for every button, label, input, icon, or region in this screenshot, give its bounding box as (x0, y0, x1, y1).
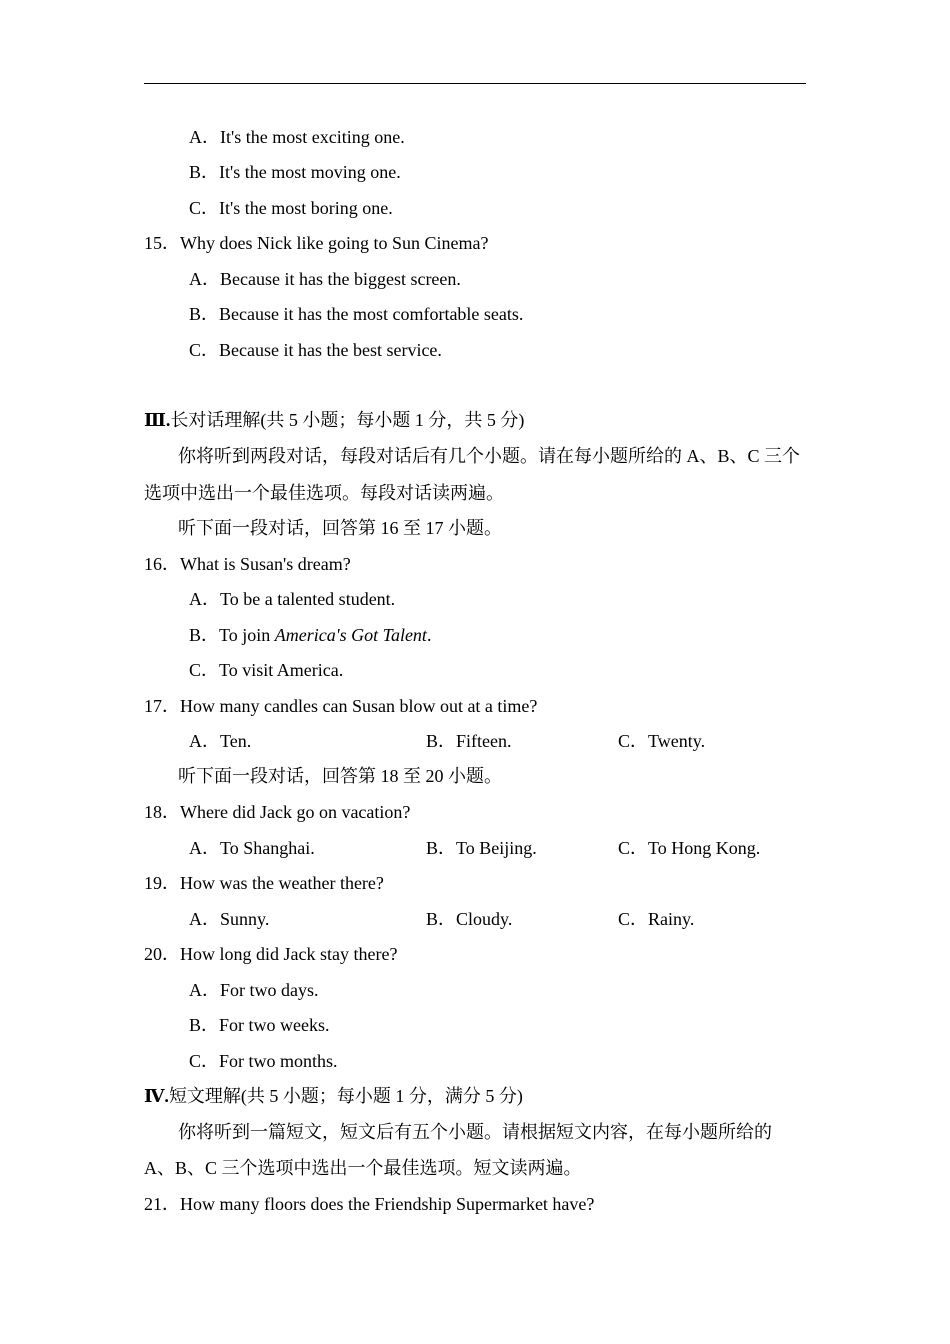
section3-instruction-2: 选项中选出一个最佳选项。每段对话读两遍。 (144, 483, 504, 503)
q14-option-b: B．It's the most moving one. (189, 162, 401, 182)
section3-heading (144, 409, 524, 431)
q19-option-c: C．Rainy. (618, 909, 695, 929)
q14-option-c: C．It's the most boring one. (189, 198, 393, 218)
q19-option-a: A．Sunny. (189, 909, 270, 929)
section3-numeral: Ⅲ. (144, 410, 171, 430)
q16-option-b-suffix: . (426, 625, 432, 645)
q16-option-b-title: America's Got Talent (274, 625, 427, 645)
section4-title: 短文理解(共 5 小题；每小题 1 分，满分 5 分) (168, 1086, 523, 1106)
q17-option-a: A．Ten. (189, 731, 252, 751)
section4-instruction-1: 你将听到一篇短文，短文后有五个小题。请根据短文内容，在每小题所给的 (178, 1122, 772, 1142)
q20-option-a: A．For two days. (189, 980, 319, 1000)
section3-instruction-1: 你将听到两段对话，每段对话后有几个小题。请在每小题所给的 A、B、C 三个 (178, 446, 801, 466)
q21-question: 21．How many floors does the Friendship Supermarket have? (144, 1194, 595, 1214)
q15-question: 15．Why does Nick like going to Sun Cinema? (144, 233, 489, 253)
q20-option-c: C．For two months. (189, 1051, 338, 1071)
q15-option-b: B．Because it has the most comfortable seats. (189, 304, 524, 324)
q16-option-a: A．To be a talented student. (189, 589, 396, 609)
q17-option-b: B．Fifteen. (426, 731, 512, 751)
section3-title: 长对话理解(共 5 小题；每小题 1 分，共 5 分) (170, 410, 525, 430)
q20-option-b: B．For two weeks. (189, 1015, 330, 1035)
header-rule (144, 83, 806, 84)
q15-option-a: A．Because it has the biggest screen. (189, 269, 461, 289)
q18-option-b: B．To Beijing. (426, 838, 537, 858)
q20-question: 20．How long did Jack stay there? (144, 944, 398, 964)
section4-heading (144, 1085, 523, 1107)
listen-instruction-18-20: 听下面一段对话，回答第 18 至 20 小题。 (178, 766, 502, 786)
q18-option-c: C．To Hong Kong. (618, 838, 761, 858)
section4-instruction-2: A、B、C 三个选项中选出一个最佳选项。短文读两遍。 (144, 1158, 582, 1178)
q19-question: 19．How was the weather there? (144, 873, 384, 893)
q17-option-c: C．Twenty. (618, 731, 706, 751)
q19-option-b: B．Cloudy. (426, 909, 513, 929)
q18-question: 18．Where did Jack go on vacation? (144, 802, 411, 822)
q15-option-c: C．Because it has the best service. (189, 340, 442, 360)
listen-instruction-16-17: 听下面一段对话，回答第 16 至 17 小题。 (178, 518, 502, 538)
q16-option-c: C．To visit America. (189, 660, 344, 680)
q16-option-b-prefix: B．To join (189, 625, 275, 645)
q17-question: 17．How many candles can Susan blow out at a time? (144, 696, 538, 716)
q18-option-a: A．To Shanghai. (189, 838, 315, 858)
q14-option-a: A．It's the most exciting one. (189, 127, 405, 147)
q16-option-b (189, 624, 431, 646)
q16-question: 16．What is Susan's dream? (144, 554, 351, 574)
section4-numeral: Ⅳ. (144, 1086, 169, 1106)
